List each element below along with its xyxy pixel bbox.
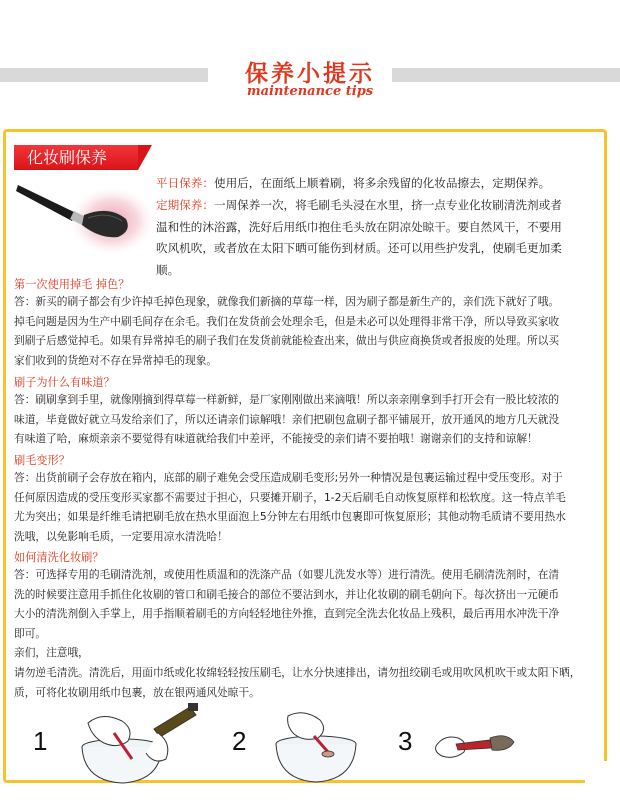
periodic-care-paragraph bbox=[156, 195, 608, 281]
faq-question: 如何清洗化妆刷？ bbox=[14, 551, 104, 564]
faq-answer-line: 掉毛问题是因为生产中刷毛间存在余毛。我们在发货前会处理余毛，但是未必可以处理得非常干净，所以导致买家收 bbox=[14, 314, 560, 328]
daily-care-text: 使用后，在面纸上顺着刷，将多余残留的化妆品擦去，定期保养。 bbox=[213, 176, 551, 190]
step-number-1: 1 bbox=[33, 726, 48, 756]
step-1-illustration bbox=[62, 703, 212, 789]
faq-answer-line: 洗哦，以免影响毛质，一定要用凉水清洗哈！ bbox=[14, 529, 228, 543]
faq-answer-line: 质，可将化妆刷用纸巾包裹，放在银两通风处晾干。 bbox=[14, 685, 260, 699]
faq-answer-line: 即可。 bbox=[14, 626, 47, 640]
periodic-care-line: 顺。 bbox=[156, 262, 180, 277]
page-title: 保养小提示 bbox=[245, 60, 375, 87]
faq-answer bbox=[14, 292, 602, 370]
faq-answer bbox=[14, 390, 602, 449]
faq-answer-line: 任何原因造成的受压变形买家都不需要过于担心，只要摊开刷子，1-2天后刷毛自动恢复原样和松软度。这一特点羊毛 bbox=[14, 490, 566, 504]
faq-answer-line: 洗的时候要注意用手抓住化妆刷的管口和刷毛接合的部位不要沾到水，并让化妆刷的刷毛朝向下。每次挤出一元硬币 bbox=[14, 587, 560, 601]
daily-care-label: 平日保养： bbox=[156, 176, 214, 190]
makeup-brush-image bbox=[14, 175, 154, 263]
faq-answer-line: 到刷子后感觉掉毛。如果有异常掉毛的刷子我们在发货前就能检查出来，做出与供应商换货或者报废的处理。所以买 bbox=[14, 334, 560, 348]
periodic-care-line: 吹风机吹，或者放在太阳下晒可能伤到材质。还可以用些护发乳，使刷毛更加柔 bbox=[156, 241, 562, 255]
faq-answer bbox=[14, 468, 602, 546]
step-3-illustration bbox=[428, 716, 518, 776]
faq-answer-line: 家们收到的货绝对不存在异常掉毛的现象。 bbox=[14, 353, 218, 367]
faq-answer-line: 尤为突出；如果是纤维毛请把刷毛放在热水里面泡上5分钟左右用纸巾包裹即可恢复原形；其他动物毛质请不要用热水 bbox=[14, 510, 566, 524]
faq-question: 刷毛变形？ bbox=[14, 454, 70, 467]
faq-answer-line: 答：可选择专用的毛刷清洗剂，或使用性质温和的洗涤产品（如婴儿洗发水等）进行清洗。使用毛刷清洗剂时，在清 bbox=[14, 568, 560, 581]
daily-care-paragraph bbox=[156, 173, 608, 195]
page-subtitle: maintenance tips bbox=[246, 84, 374, 99]
step-number-3: 3 bbox=[398, 726, 413, 756]
step-number-2: 2 bbox=[232, 726, 247, 756]
section-title-tail bbox=[138, 145, 152, 170]
faq-answer-line: 答：出货前刷子会存放在箱内，底部的刷子难免会受压造成刷毛变形;另外一种情况是包裹运输过程中受压变形。对于 bbox=[14, 471, 563, 484]
periodic-care-line: 温和性的沐浴露，洗好后用纸巾抱住毛头放在阴凉处晾干。要自然风干，不要用 bbox=[156, 219, 562, 234]
faq-answer-line: 请勿逆毛清洗。清洗后，用面巾纸或化妆绵轻轻按压刷毛，让水分快速排出，请勿扭绞刷毛或用吹风机吹干或太阳下晒， bbox=[14, 665, 581, 679]
faq-question: 刷子为什么有味道？ bbox=[14, 376, 115, 389]
faq-answer-line: 味道，毕竟做好就立马发给亲们了，所以还请亲们谅解哦！亲们把刷包盒刷子都平铺展开，放开通风的地方几天就没 bbox=[14, 412, 560, 426]
faq-question: 第一次使用掉毛 掉色？ bbox=[14, 278, 130, 291]
faq-answer-line: 大小的清洗剂倒入手掌上，用手指顺着刷毛的方向轻轻地往外推，直到完全洗去化妆品上残积，最后再用水冲洗干净 bbox=[14, 607, 560, 621]
faq-answer-line: 答：新买的刷子都会有少许掉毛掉色现象，就像我们新摘的草莓一样，因为刷子都是新生产的，亲们洗下就好了哦。 bbox=[14, 295, 560, 308]
section-title: 化妆刷保养 bbox=[14, 145, 138, 170]
faq-answer-line: 亲们，注意哦， bbox=[14, 646, 89, 660]
step-2-illustration bbox=[258, 708, 378, 788]
frame-corner-notch bbox=[585, 761, 607, 783]
faq-answer bbox=[14, 565, 602, 702]
periodic-care-line: 一周保养一次，将毛刷毛头浸在水里，挤一点专业化妆刷清洗剂或者 bbox=[213, 198, 562, 212]
faq-answer-line: 有味道了哈，麻烦亲亲不要觉得有味道就给我们中差评，不能接受的亲们请不要拍哦！谢谢亲们的支持和谅解！ bbox=[14, 432, 538, 446]
faq-answer-line: 答：刷刷拿到手里，就像刚摘到得草莓一样新鲜，是厂家刚刚做出来滴哦！所以亲亲刚拿到手打开会有一股比较浓的 bbox=[14, 393, 560, 406]
periodic-care-label: 定期保养： bbox=[156, 198, 214, 212]
